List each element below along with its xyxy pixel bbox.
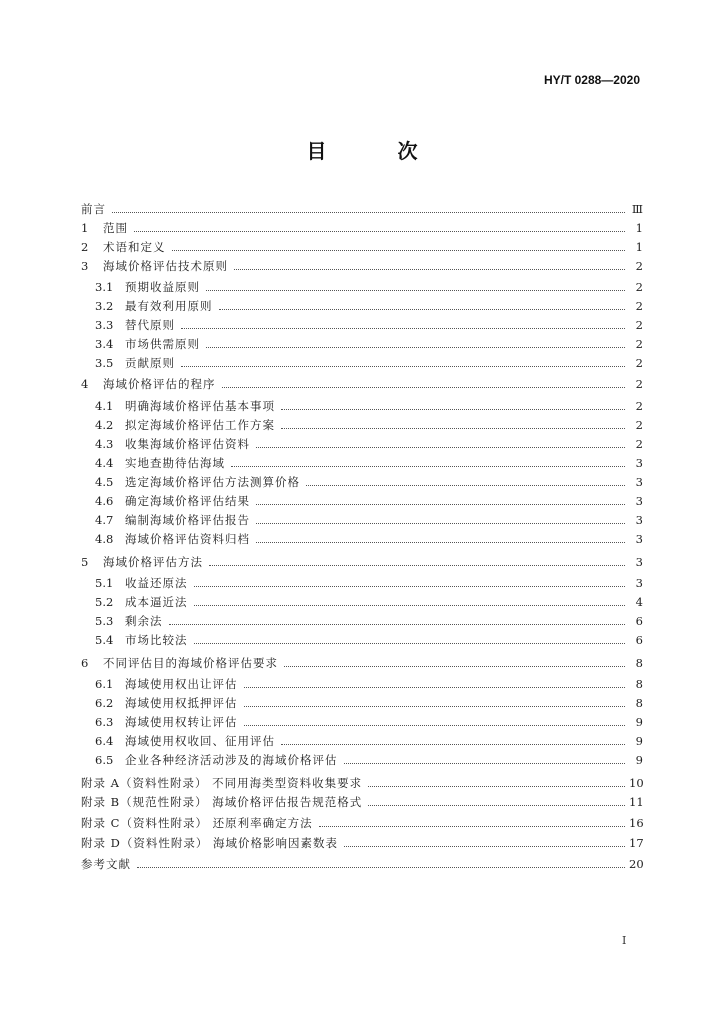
- toc-entry-title: 海域价格评估技术原则: [103, 259, 228, 273]
- toc-entry[interactable]: [95, 749, 643, 768]
- toc-entry-number: 5.1: [95, 576, 114, 590]
- dot-leader: [134, 231, 625, 232]
- dot-leader: [256, 542, 625, 543]
- dot-leader: [222, 387, 626, 388]
- toc-entry-number: 4.4: [95, 456, 114, 470]
- toc-entry[interactable]: [95, 452, 643, 471]
- dot-leader: [206, 290, 625, 291]
- dot-leader: [194, 586, 626, 587]
- toc-entry-title: 市场供需原则: [125, 337, 200, 351]
- toc-entry-number: 6.2: [95, 696, 114, 710]
- dot-leader: [137, 867, 625, 868]
- toc-entry-title: 海域使用权收回、征用评估: [125, 734, 275, 748]
- toc-entry-number: 4.7: [95, 513, 114, 527]
- toc-entry[interactable]: [95, 352, 643, 371]
- toc-entry-number: 3.1: [95, 280, 114, 294]
- toc-entry-number: 3.5: [95, 356, 114, 370]
- dot-leader: [244, 706, 626, 707]
- toc-entry[interactable]: [81, 812, 643, 831]
- toc-entry-page: 2: [635, 259, 643, 273]
- dot-leader: [306, 485, 625, 486]
- toc-entry[interactable]: [81, 652, 643, 671]
- toc-entry[interactable]: [81, 217, 643, 236]
- dot-leader: [256, 447, 625, 448]
- dot-leader: [281, 744, 625, 745]
- toc-entry[interactable]: [95, 730, 643, 749]
- toc-entry[interactable]: [81, 236, 643, 255]
- toc-entry-page: 8: [635, 696, 643, 710]
- toc-entry-page: 17: [629, 836, 644, 850]
- page-title: 目 次: [306, 139, 450, 163]
- dot-leader: [344, 763, 626, 764]
- toc-entry-page: 8: [635, 656, 643, 670]
- toc-entry-title: 海域使用权出让评估: [125, 677, 238, 691]
- dot-leader: [194, 605, 626, 606]
- toc-entry-page: 3: [635, 555, 643, 569]
- toc-entry-page: 2: [635, 337, 643, 351]
- toc-entry-title: 前言: [81, 202, 106, 216]
- dot-leader: [181, 328, 625, 329]
- toc-entry-number: 2: [81, 240, 89, 254]
- dot-leader: [319, 826, 625, 827]
- toc-entry[interactable]: [95, 471, 643, 490]
- toc-entry-page: 4: [635, 595, 643, 609]
- toc-entry-page: 3: [635, 532, 643, 546]
- toc-entry[interactable]: [95, 692, 643, 711]
- toc-entry-number: 3.4: [95, 337, 114, 351]
- toc-entry[interactable]: [81, 198, 643, 217]
- toc-entry-page: Ⅲ: [631, 202, 643, 216]
- toc-entry[interactable]: [95, 509, 643, 528]
- toc-entry-title: 明确海域价格评估基本事项: [125, 399, 275, 413]
- toc-entry-page: 3: [635, 456, 643, 470]
- toc-entry-page: 9: [635, 715, 643, 729]
- toc-entry-title: 海域价格评估资料归档: [125, 532, 250, 546]
- toc-entry-title: 海域使用权抵押评估: [125, 696, 238, 710]
- toc-entry[interactable]: [95, 276, 643, 295]
- toc-entry-number: 4.3: [95, 437, 114, 451]
- dot-leader: [244, 687, 626, 688]
- toc-entry[interactable]: [95, 610, 643, 629]
- toc-entry-number: 5: [81, 555, 89, 569]
- toc-entry-title: 附录 B（规范性附录） 海域价格评估报告规范格式: [81, 795, 363, 809]
- toc-entry-number: 6.4: [95, 734, 114, 748]
- toc-entry-number: 4.8: [95, 532, 114, 546]
- toc-entry[interactable]: [95, 490, 643, 509]
- toc-entry-page: 2: [635, 280, 643, 294]
- toc-entry-title: 预期收益原则: [125, 280, 200, 294]
- toc-entry-title: 贡献原则: [125, 356, 175, 370]
- toc-entry-number: 4.5: [95, 475, 114, 489]
- toc-entry-title: 不同评估目的海域价格评估要求: [103, 656, 278, 670]
- toc-entry[interactable]: [95, 711, 643, 730]
- dot-leader: [281, 409, 625, 410]
- toc-entry-title: 编制海域价格评估报告: [125, 513, 250, 527]
- toc-entry-page: 2: [635, 318, 643, 332]
- dot-leader: [284, 666, 625, 667]
- toc-entry-number: 5.2: [95, 595, 114, 609]
- toc-entry[interactable]: [95, 333, 643, 352]
- toc-entry-page: 2: [635, 377, 643, 391]
- toc-entry[interactable]: [95, 414, 643, 433]
- toc-entry-title: 附录 C（资料性附录） 还原利率确定方法: [81, 816, 313, 830]
- toc-entry-title: 成本逼近法: [125, 595, 188, 609]
- toc-entry-title: 拟定海域价格评估工作方案: [125, 418, 275, 432]
- toc-entry-number: 4.1: [95, 399, 114, 413]
- dot-leader: [219, 309, 626, 310]
- toc-entry[interactable]: [81, 255, 643, 274]
- toc-entry-number: 4.2: [95, 418, 114, 432]
- dot-leader: [368, 786, 625, 787]
- toc-entry-title: 范围: [103, 221, 128, 235]
- toc-entry[interactable]: [81, 373, 643, 392]
- toc-entry[interactable]: [81, 853, 643, 872]
- toc-entry[interactable]: [95, 629, 643, 648]
- toc-entry-page: 6: [635, 633, 643, 647]
- toc-entry-page: 2: [635, 356, 643, 370]
- dot-leader: [344, 846, 625, 847]
- toc-entry-number: 5.4: [95, 633, 114, 647]
- toc-entry-page: 3: [635, 494, 643, 508]
- toc-entry[interactable]: [95, 673, 643, 692]
- toc-entry-number: 5.3: [95, 614, 114, 628]
- dot-leader: [112, 212, 625, 213]
- toc-entry[interactable]: [95, 433, 643, 452]
- toc-entry-title: 收集海域价格评估资料: [125, 437, 250, 451]
- page-folio: I: [622, 934, 627, 947]
- dot-leader: [234, 269, 625, 270]
- toc-entry-number: 6.1: [95, 677, 114, 691]
- toc-entry-title: 选定海域价格评估方法测算价格: [125, 475, 300, 489]
- dot-leader: [231, 466, 625, 467]
- toc-entry-page: 2: [635, 418, 643, 432]
- toc-entry-page: 1: [635, 221, 643, 235]
- toc-entry-number: 6.5: [95, 753, 114, 767]
- dot-leader: [181, 366, 625, 367]
- toc-entry-title: 附录 D（资料性附录） 海域价格影响因素数表: [81, 836, 339, 850]
- toc-entry-title: 企业各种经济活动涉及的海域价格评估: [125, 753, 338, 767]
- toc-entry-page: 3: [635, 513, 643, 527]
- toc-entry-number: 4: [81, 377, 89, 391]
- toc-entry-page: 1: [635, 240, 643, 254]
- toc-entry[interactable]: [81, 791, 643, 810]
- dot-leader: [169, 624, 626, 625]
- toc-entry-title: 术语和定义: [103, 240, 166, 254]
- toc-entry-page: 20: [629, 857, 644, 871]
- dot-leader: [194, 643, 626, 644]
- toc-entry-title: 剩余法: [125, 614, 163, 628]
- toc-entry[interactable]: [81, 832, 643, 851]
- toc-entry-page: 3: [635, 475, 643, 489]
- toc-entry[interactable]: [81, 772, 643, 791]
- toc-entry-title: 收益还原法: [125, 576, 188, 590]
- toc-entry[interactable]: [95, 295, 643, 314]
- toc-entry-page: 8: [635, 677, 643, 691]
- toc-entry-title: 替代原则: [125, 318, 175, 332]
- toc-entry-page: 16: [629, 816, 644, 830]
- toc-entry-page: 3: [635, 576, 643, 590]
- toc-entry-page: 2: [635, 299, 643, 313]
- toc-entry-number: 1: [81, 221, 89, 235]
- toc-entry-page: 9: [635, 734, 643, 748]
- toc-entry-title: 市场比较法: [125, 633, 188, 647]
- toc-entry-title: 附录 A（资料性附录） 不同用海类型资料收集要求: [81, 776, 363, 790]
- toc-entry-title: 实地查勘待估海域: [125, 456, 225, 470]
- toc-entry-page: 9: [635, 753, 643, 767]
- toc-entry-number: 3.3: [95, 318, 114, 332]
- toc-entry-title: 海域价格评估方法: [103, 555, 203, 569]
- toc-entry-title: 海域使用权转让评估: [125, 715, 238, 729]
- toc-entry[interactable]: [95, 395, 643, 414]
- dot-leader: [172, 250, 626, 251]
- toc-entry-page: 2: [635, 437, 643, 451]
- toc-entry[interactable]: [95, 314, 643, 333]
- toc-entry-number: 4.6: [95, 494, 114, 508]
- toc-entry-page: 11: [629, 795, 644, 809]
- dot-leader: [256, 523, 625, 524]
- dot-leader: [244, 725, 626, 726]
- toc-entry-number: 3.2: [95, 299, 114, 313]
- dot-leader: [209, 565, 625, 566]
- toc-entry[interactable]: [95, 528, 643, 547]
- toc-entry-page: 10: [629, 776, 644, 790]
- toc-entry-number: 6: [81, 656, 89, 670]
- toc-entry-title: 最有效利用原则: [125, 299, 213, 313]
- toc-entry-title: 海域价格评估的程序: [103, 377, 216, 391]
- toc-entry[interactable]: [81, 551, 643, 570]
- toc-entry[interactable]: [95, 591, 643, 610]
- toc-entry[interactable]: [95, 572, 643, 591]
- dot-leader: [368, 805, 625, 806]
- standard-code: HY/T 0288—2020: [543, 73, 640, 87]
- toc-entry-number: 6.3: [95, 715, 114, 729]
- dot-leader: [281, 428, 625, 429]
- toc-entry-title: 参考文献: [81, 857, 131, 871]
- toc-entry-title: 确定海域价格评估结果: [125, 494, 250, 508]
- toc-entry-number: 3: [81, 259, 89, 273]
- toc-entry-page: 6: [635, 614, 643, 628]
- dot-leader: [206, 347, 625, 348]
- toc-entry-page: 2: [635, 399, 643, 413]
- dot-leader: [256, 504, 625, 505]
